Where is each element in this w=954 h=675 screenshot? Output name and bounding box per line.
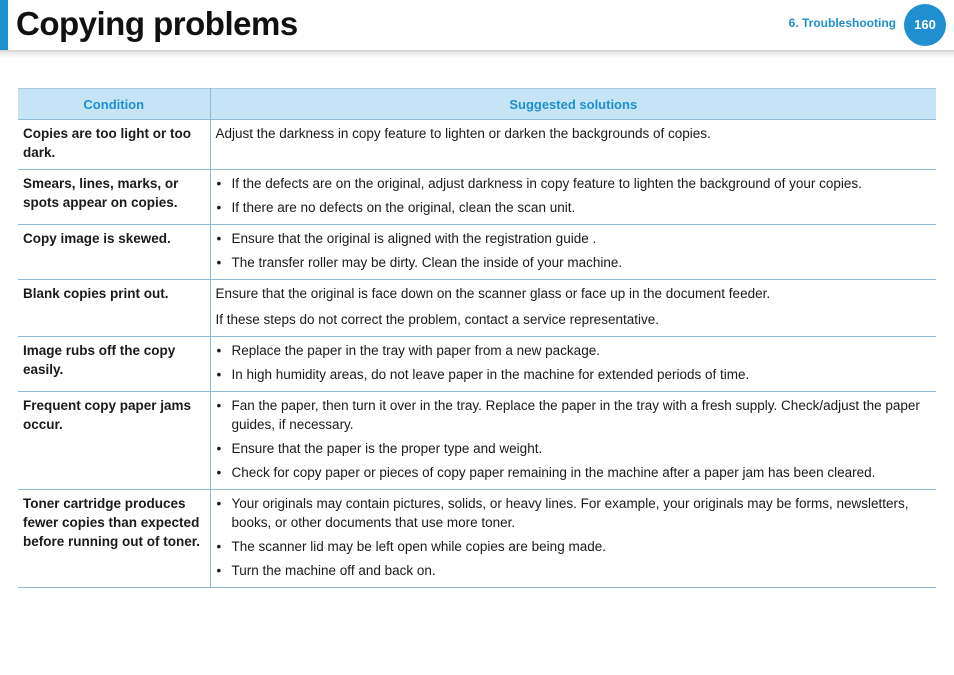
list-item: • The scanner lid may be left open while copies are being made. [216, 537, 931, 556]
list-item: • Replace the paper in the tray with paper from a new package. [216, 341, 931, 360]
solution-cell [210, 170, 936, 225]
column-header-solutions: Suggested solutions [210, 89, 936, 120]
troubleshooting-table [18, 88, 936, 588]
solution-text: Ensure that the original is face down on the scanner glass or face up in the document feeder. [215, 286, 771, 301]
table-row [18, 170, 936, 225]
list-item: • In high humidity areas, do not leave paper in the machine for extended periods of time. [216, 365, 931, 384]
page-number-badge: 160 [904, 4, 946, 46]
condition-cell: Image rubs off the copy easily. [18, 337, 210, 392]
list-item: • Ensure that the paper is the proper type and weight. [216, 439, 931, 458]
condition-cell: Smears, lines, marks, or spots appear on copies. [18, 170, 210, 225]
header-divider [0, 50, 954, 58]
condition-cell: Copy image is skewed. [18, 225, 210, 280]
column-header-condition: Condition [18, 89, 210, 120]
table-row [18, 337, 936, 392]
solution-cell [210, 490, 936, 588]
table-row [18, 392, 936, 490]
section-label: 6. Troubleshooting [788, 16, 896, 30]
list-item: • Ensure that the original is aligned with the registration guide . [216, 229, 931, 248]
list-item: • Check for copy paper or pieces of copy paper remaining in the machine after a paper jam has been cleared. [216, 463, 931, 482]
condition-cell: Toner cartridge produces fewer copies than expected before running out of toner. [18, 490, 210, 588]
table-row [18, 225, 936, 280]
condition-cell: Blank copies print out. [18, 280, 210, 337]
solution-list [216, 396, 931, 482]
table-row [18, 280, 936, 337]
solution-cell [210, 337, 936, 392]
table-header-row [18, 89, 936, 120]
list-item: • Your originals may contain pictures, solids, or heavy lines. For example, your originals may be forms, newsletters, books, or other documents that use more toner. [216, 494, 931, 532]
table-row [18, 490, 936, 588]
list-item: • The transfer roller may be dirty. Clean the inside of your machine. [216, 253, 931, 272]
table-row [18, 120, 936, 170]
list-item: • Turn the machine off and back on. [216, 561, 931, 580]
solution-cell [210, 120, 936, 170]
list-item: • Fan the paper, then turn it over in the tray. Replace the paper in the tray with a fresh supply. Check/adjust the paper guides, if necessary. [216, 396, 931, 434]
solution-list [216, 174, 931, 217]
solution-cell [210, 280, 936, 337]
solution-text: If these steps do not correct the problem, contact a service representative. [215, 312, 659, 327]
list-item: • If there are no defects on the original, clean the scan unit. [216, 198, 931, 217]
solution-list [216, 494, 931, 580]
solution-text: Adjust the darkness in copy feature to lighten or darken the backgrounds of copies. [215, 126, 711, 141]
list-item: • If the defects are on the original, adjust darkness in copy feature to lighten the background of your copies. [216, 174, 931, 193]
page-title: Copying problems [16, 5, 298, 42]
solution-list [216, 341, 931, 384]
solution-cell [210, 225, 936, 280]
condition-cell: Copies are too light or too dark. [18, 120, 210, 170]
title-accent-bar [0, 0, 8, 50]
solution-cell [210, 392, 936, 490]
solution-list [216, 229, 931, 272]
condition-cell: Frequent copy paper jams occur. [18, 392, 210, 490]
